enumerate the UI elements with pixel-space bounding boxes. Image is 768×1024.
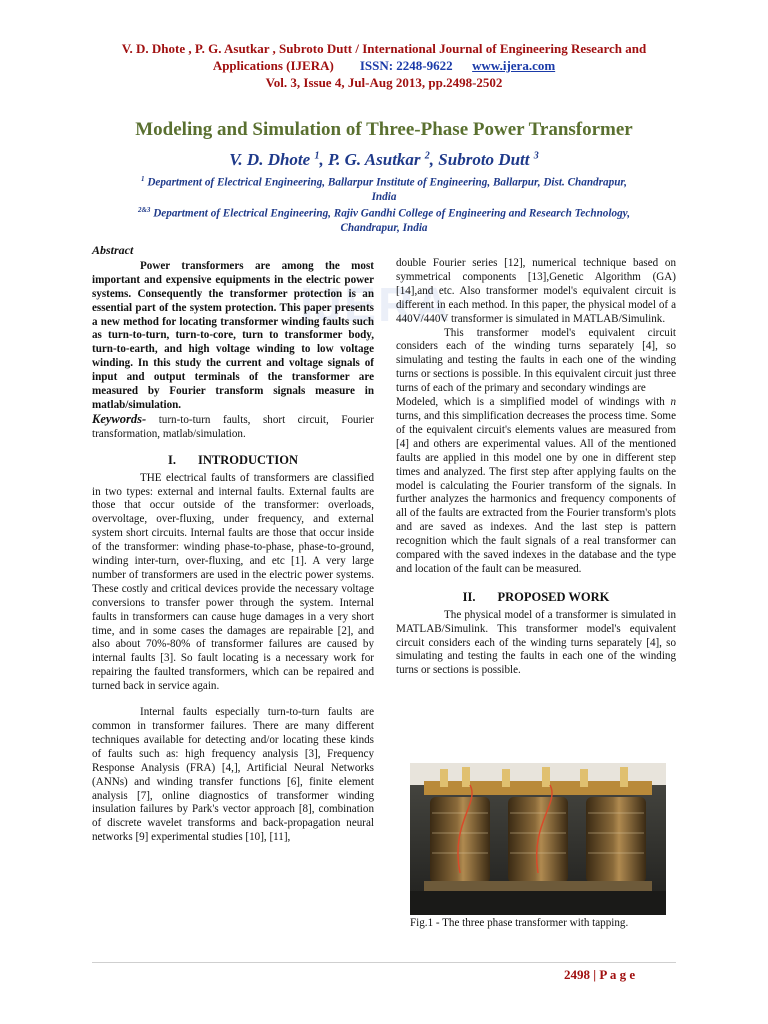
author-sup: 2: [424, 150, 430, 162]
journal-abbrev: Applications (IJERA): [212, 58, 334, 73]
intro-paragraph-1: THE electrical faults of transformers are classified in two types: external and internal faults. External faults are those that occur outside of the transformer: overloads, overvoltage, over-fluxing, under frequency, and external system short circuits. Internal faults are those that occur inside of the transformer: winding phase-to-phase, phase-to-ground, winding inter-turn, over-fluxing, and etc [1]. A very large number of transformers are used in the electric power systems. These costly and critical devices provide the necessary voltage conversions to transfer power through the system. Internal faults in transformers can cause huge damages in a very short time, and in some cases the damages are repairable [2], and also about 70%-80% of transformer failures are caused by internal faults [3]. So fault locating is a necessary work for repairing the faulted transformers, which can be repaired and turned back in service again.: [92, 471, 374, 693]
section-heading-introduction: [92, 454, 374, 468]
section-number: II.: [462, 589, 476, 604]
section-heading-proposed-work: [396, 591, 676, 605]
affil-text-2: India: [371, 190, 397, 203]
watermark: IJERA: [300, 279, 452, 332]
header-line-1: V. D. Dhote , P. G. Asutkar , Subroto Dutt / International Journal of Engineering Research and: [121, 41, 647, 56]
header-line-3: Vol. 3, Issue 4, Jul-Aug 2013, pp.2498-2502: [265, 75, 503, 90]
author-list: V. D. Dhote $^1$, P. G. Asutkar $^2$, Subroto Dutt $^3$: [229, 150, 539, 169]
intro-paragraph-3: double Fourier series [12], numerical technique based on symmetrical components [13],Genetic Algorithm (GA) [14],and etc. Also transformer model's equivalent circuit is different in each method. In this paper, the physical model of a 440V/440V transformer is simulated in MATLAB/Simulink.: [396, 257, 676, 325]
keywords-text: turn-to-turn faults, short circuit, Fourier transformation, matlab/simulation.: [92, 413, 374, 440]
author-name: Subroto Dutt: [438, 150, 530, 169]
footer-divider: [92, 962, 676, 963]
keywords-label: Keywords-: [92, 411, 147, 426]
affil-text: Department of Electrical Engineering, Ballarpur Institute of Engineering, Ballarpur, Dist. Chandrapur,: [147, 176, 627, 189]
intro-paragraph-2: Internal faults especially turn-to-turn faults are common in transformer failures. There are many different techniques available for detecting and/or locating these kinds of faults such as: high frequency analysis [3], Frequency Response Analysis (FRA) [4,], Artificial Neural Networks (ANNs) and winding transfer functions [6], finite element analysis [7], online diagnostics of transformer winding insulation failures by Park's vector approach [8], combination of discrete wavelet transforms and back-propagation neural networks [9] experimental studies [10], [11],: [92, 706, 374, 844]
journal-header: [40, 40, 728, 91]
affil-text: Department of Electrical Engineering, Rajiv Gandhi College of Engineering and Research Technology,: [153, 207, 631, 220]
intro-paragraph-5: [396, 396, 676, 577]
left-column: [92, 244, 374, 845]
affil-sup: 1: [141, 175, 145, 183]
intro-p5-b: turns, and this simplification decreases the process time. Some of the equivalent circuit's elements values are measured from [4] and others are experimental values. All of the mentioned faults are applied in this model one by one in different step times and analyzed. The first step after applying faults on the model is calculating the Fourier transform of the signals. In further analyzes the harmonics and frequency components of all of the faults are extracted from the Fourier transform's plots and are saved as indexes. And the last step is pattern recognition which the fault signals of a real transformer can compared with the saved indexes in the database and the type and location of the fault can be measured.: [396, 409, 676, 575]
section-number: I.: [167, 452, 176, 467]
transformer-photo-image: [410, 763, 666, 915]
journal-url-link[interactable]: www.ijera.com: [472, 58, 556, 73]
affiliation-1: [90, 172, 678, 204]
keywords: [92, 413, 374, 442]
intro-p5-a: Modeled, which is a simplified model of windings with: [396, 396, 671, 409]
paper-title: Modeling and Simulation of Three-Phase Power Transformer: [135, 119, 633, 140]
author-sup: 1: [314, 150, 320, 162]
section-title: PROPOSED WORK: [497, 589, 610, 604]
author-name: V. D. Dhote: [229, 150, 311, 169]
affil-text-2: Chandrapur, India: [340, 221, 428, 234]
abstract-body: Power transformers are among the most important and expensive equipments in the electric power systems. Consequently the transformer protection is an essential part of the system protection. This paper presents a new method for locating transformer winding faults such as turn-to-turn, turn-to-core, turn to transformer body, turn-to-earth, and high voltage winding to low voltage winding. In this study the current and voltage signals of input and output terminals of the transformer are measured by Fourier transform signals measure in matlab/simulation.: [92, 259, 374, 411]
affiliation-2: [90, 203, 678, 235]
issn: ISSN: 2248-9622: [359, 58, 453, 73]
proposed-paragraph-1: The physical model of a transformer is simulated in MATLAB/Simulink. This transformer model's equivalent circuit considers each of the winding turns separately [4], so simulating and testing the faults in each one of the winding turns or sections is possible.: [396, 608, 676, 677]
page-number: 2498 | P a g e: [564, 967, 636, 982]
intro-p5-n: n: [670, 396, 676, 409]
transformer-photo: [410, 763, 666, 915]
figure-caption: Fig.1 - The three phase transformer with tapping.: [410, 917, 629, 929]
right-column: [396, 257, 676, 678]
abstract-heading: Abstract: [92, 243, 134, 257]
header-line-2: [40, 57, 728, 74]
author-sup: 3: [533, 150, 539, 162]
section-title: INTRODUCTION: [197, 452, 298, 467]
affil-sup: 2&3: [137, 206, 151, 214]
author-name: P. G. Asutkar: [327, 150, 421, 169]
intro-paragraph-4: This transformer model's equivalent circuit considers each of the winding turns separately [4], so simulating and testing the faults in each one of the winding turns or sections is possible. In this equivalent circuit just three turns of each of the primary and secondary windings are: [396, 326, 676, 395]
